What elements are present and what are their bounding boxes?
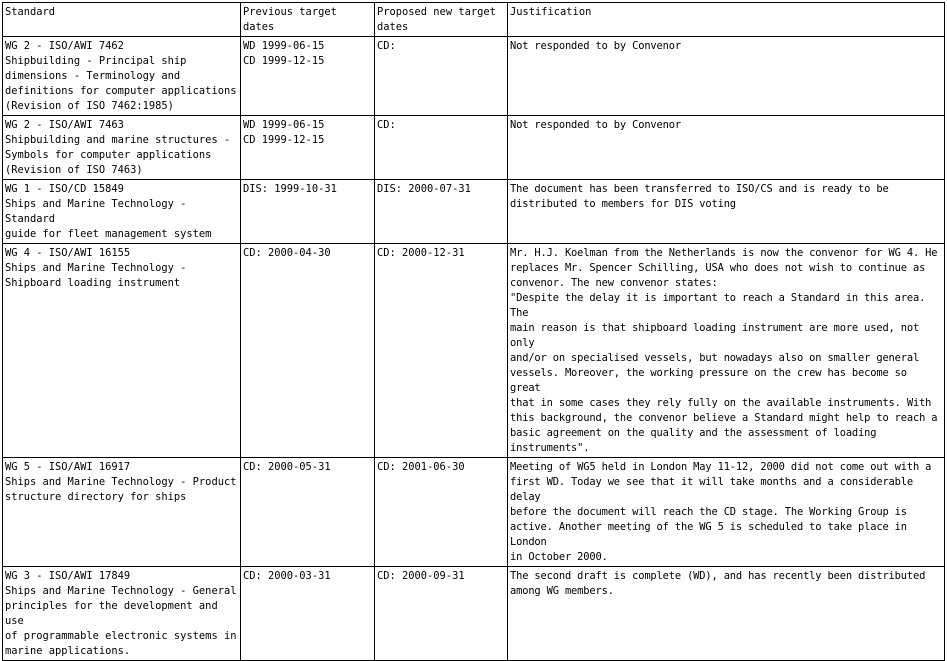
previous-dates-cell: WD 1999-06-15 CD 1999-12-15	[241, 116, 375, 180]
previous-dates-cell: DIS: 1999-10-31	[241, 180, 375, 244]
previous-dates-cell: WD 1999-06-15 CD 1999-12-15	[241, 37, 375, 116]
proposed-dates-cell: CD:	[375, 37, 508, 116]
justification-cell: Not responded to by Convenor	[508, 37, 945, 116]
header-justification: Justification	[508, 3, 945, 37]
justification-cell: The second draft is complete (WD), and has recently been distributed among WG members.	[508, 567, 945, 661]
justification-cell: Meeting of WG5 held in London May 11-12, 2000 did not come out with a first WD. Today we see that it will take months and a considerable delay before the document will reach the CD stage. The Working Group is active. Another meeting of the WG 5 is scheduled to take place in London in October 2000.	[508, 458, 945, 567]
header-previous-target-dates: Previous target dates	[241, 3, 375, 37]
previous-dates-cell: CD: 2000-03-31	[241, 567, 375, 661]
proposed-dates-cell: CD: 2000-12-31	[375, 244, 508, 458]
standard-cell: WG 1 - ISO/CD 15849 Ships and Marine Technology - Standard guide for fleet management system	[3, 180, 241, 244]
standard-cell: WG 3 - ISO/AWI 17849 Ships and Marine Technology - General principles for the development and use of programmable electronic systems in marine applications.	[3, 567, 241, 661]
table-row	[3, 244, 945, 458]
justification-cell: Not responded to by Convenor	[508, 116, 945, 180]
header-proposed-new-target-dates: Proposed new target dates	[375, 3, 508, 37]
header-row	[3, 3, 945, 37]
table-row	[3, 180, 945, 244]
justification-cell: The document has been transferred to ISO/CS and is ready to be distributed to members for DIS voting	[508, 180, 945, 244]
previous-dates-cell: CD: 2000-05-31	[241, 458, 375, 567]
standard-cell: WG 2 - ISO/AWI 7463 Shipbuilding and marine structures - Symbols for computer applications (Revision of ISO 7463)	[3, 116, 241, 180]
proposed-dates-cell: CD: 2000-09-31	[375, 567, 508, 661]
standard-cell: WG 4 - ISO/AWI 16155 Ships and Marine Technology - Shipboard loading instrument	[3, 244, 241, 458]
table-row	[3, 458, 945, 567]
standard-cell: WG 5 - ISO/AWI 16917 Ships and Marine Technology - Product structure directory for ships	[3, 458, 241, 567]
header-standard: Standard	[3, 3, 241, 37]
proposed-dates-cell: CD: 2001-06-30	[375, 458, 508, 567]
previous-dates-cell: CD: 2000-04-30	[241, 244, 375, 458]
table-row	[3, 37, 945, 116]
standards-table	[2, 2, 945, 661]
proposed-dates-cell: CD:	[375, 116, 508, 180]
standard-cell: WG 2 - ISO/AWI 7462 Shipbuilding - Principal ship dimensions - Terminology and definitions for computer applications (Revision of ISO 7462:1985)	[3, 37, 241, 116]
table-row	[3, 567, 945, 661]
table-row	[3, 116, 945, 180]
proposed-dates-cell: DIS: 2000-07-31	[375, 180, 508, 244]
justification-cell: Mr. H.J. Koelman from the Netherlands is now the convenor for WG 4. He replaces Mr. Spencer Schilling, USA who does not wish to continue as convenor. The new convenor states: "Despite the delay it is important to reach a Standard in this area. The main reason is that shipboard loading instrument are more used, not only and/or on specialised vessels, but nowadays also on smaller general vessels. Moreover, the working pressure on the crew has become so great that in some cases they rely fully on the available instruments. With this background, the convenor believe a Standard might help to reach a basic agreement on the quality and the assessment of loading instruments".	[508, 244, 945, 458]
